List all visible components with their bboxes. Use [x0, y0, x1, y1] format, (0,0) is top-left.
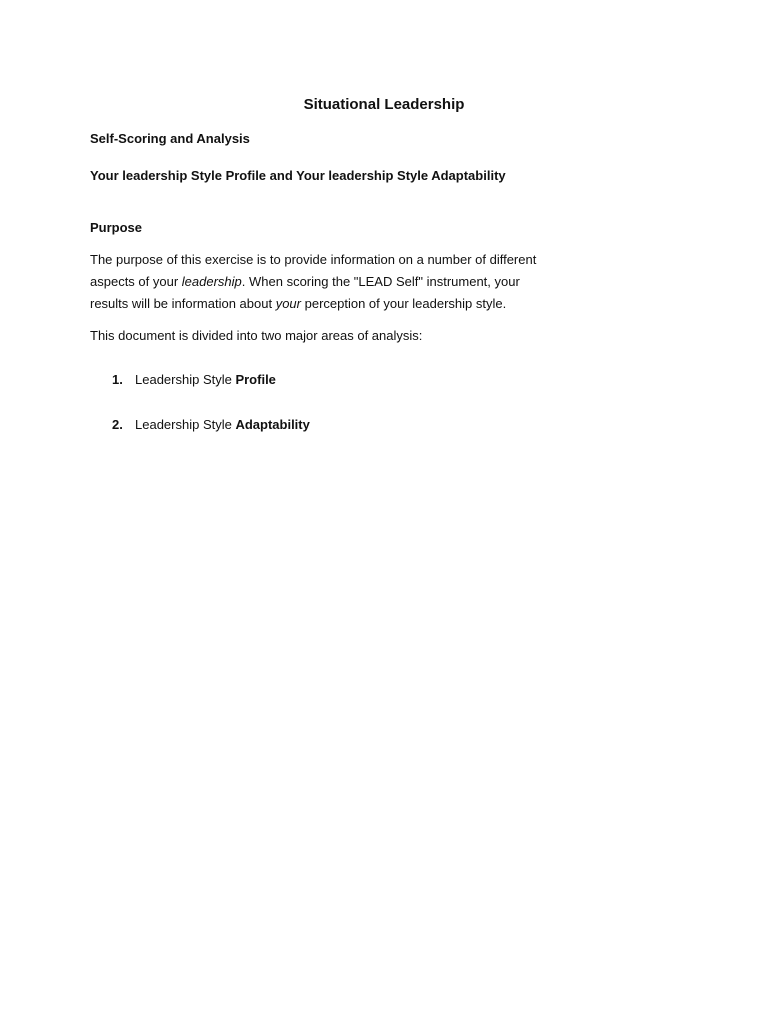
document-title: Situational Leadership	[303, 96, 465, 113]
list-item-text: Leadership Style	[135, 417, 236, 432]
purpose-line-2-text: aspects of your	[90, 274, 182, 289]
purpose-line-2	[90, 271, 580, 293]
subtitle-heading: Self-Scoring and Analysis	[90, 131, 250, 146]
profile-heading: Your leadership Style Profile and Your leadership Style Adaptability	[90, 168, 506, 183]
list-item-number: 1.	[112, 372, 123, 387]
list-item-number: 2.	[112, 417, 123, 432]
purpose-line-3-rest: perception of your leadership style.	[301, 296, 507, 311]
list-item-text: Leadership Style	[135, 372, 236, 387]
purpose-paragraph	[90, 249, 580, 315]
list-item-bold: Adaptability	[235, 417, 310, 432]
purpose-line-3	[90, 293, 580, 315]
purpose-line-2-rest: . When scoring the "LEAD Self" instrument, your	[241, 274, 520, 289]
purpose-line-1: The purpose of this exercise is to provide information on a number of different	[90, 252, 537, 267]
purpose-emphasis-your: your	[275, 296, 301, 311]
purpose-heading: Purpose	[90, 220, 143, 235]
divided-paragraph	[90, 325, 580, 347]
divided-line: This document is divided into two major areas of analysis:	[90, 328, 423, 343]
list-item	[112, 371, 276, 389]
list-item	[112, 416, 310, 434]
purpose-line-3-text: results will be information about	[90, 296, 276, 311]
purpose-emphasis-leadership: leadership	[181, 274, 242, 289]
list-item-bold: Profile	[235, 372, 276, 387]
